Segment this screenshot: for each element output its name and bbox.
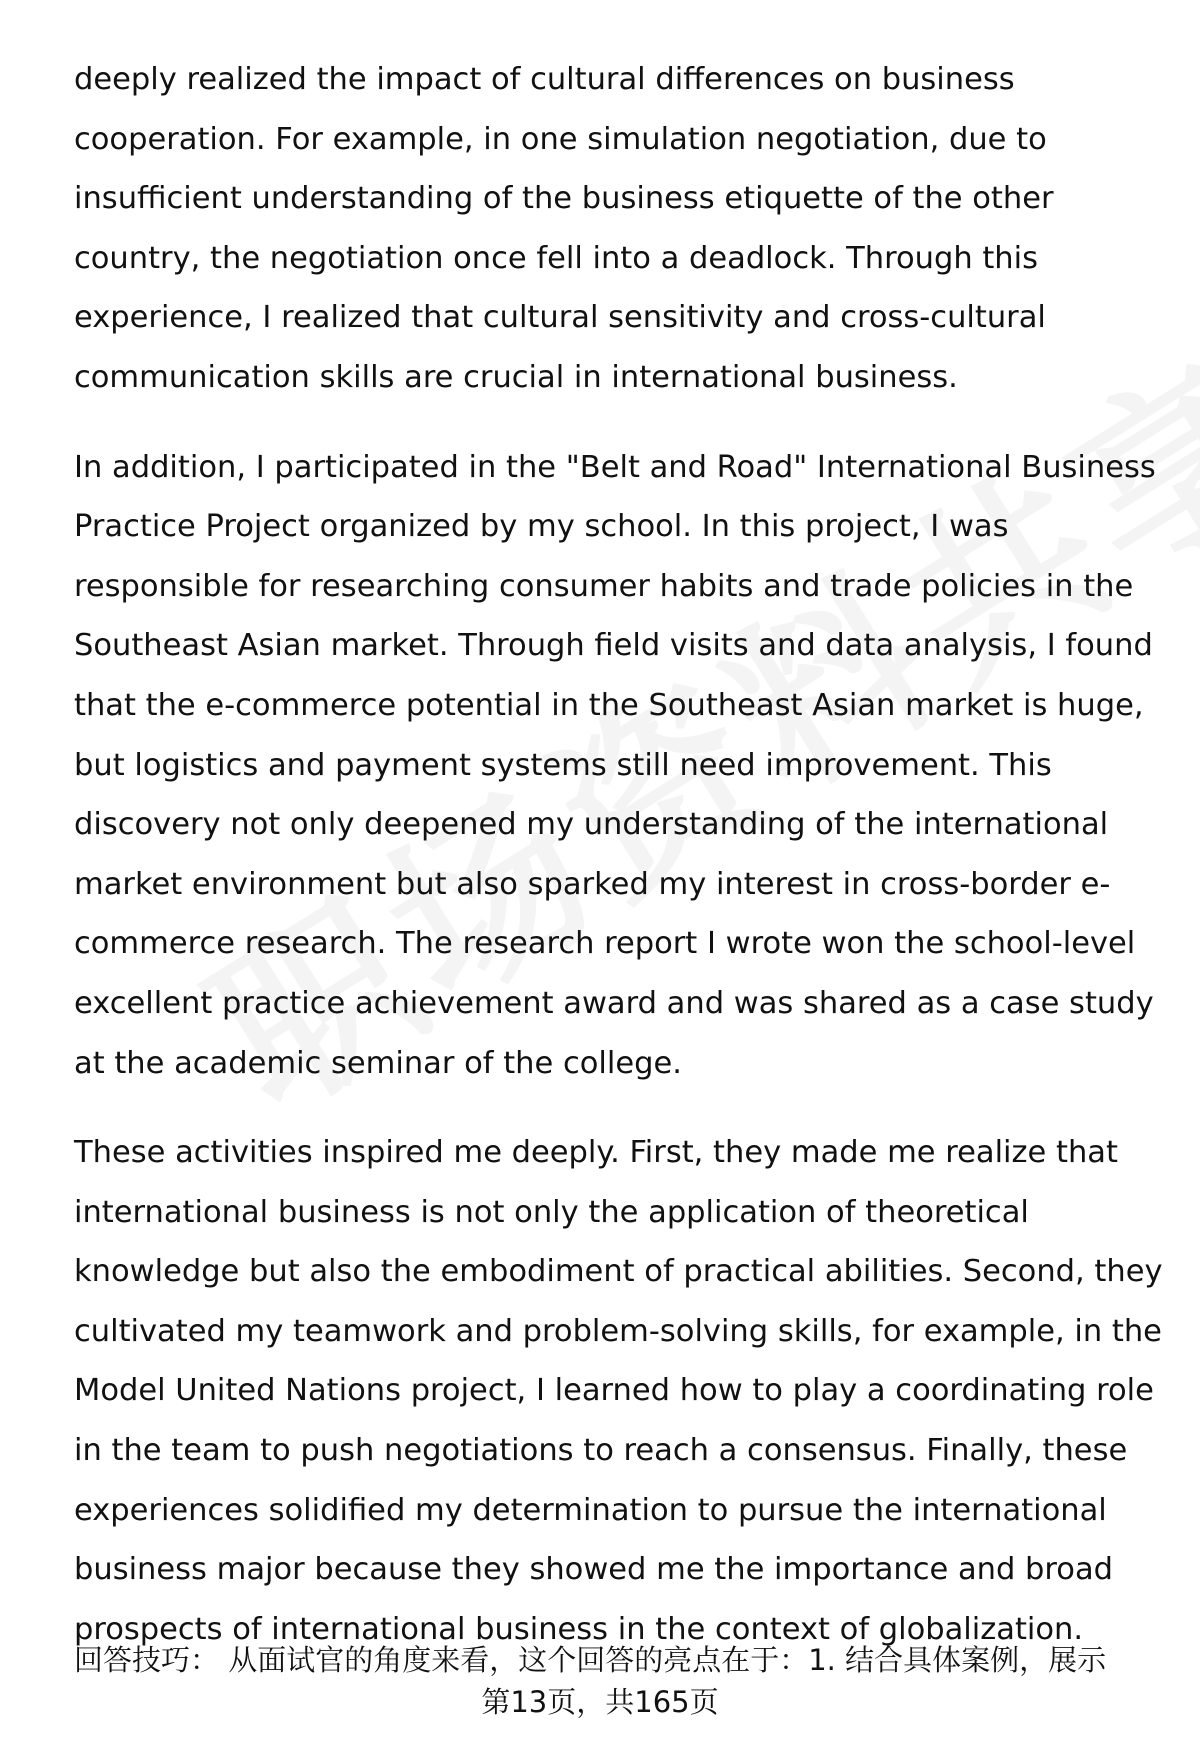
answer-tip: 回答技巧： 从面试官的角度来看，这个回答的亮点在于：1. 结合具体案例，展示	[74, 1643, 1107, 1677]
paragraph-1: deeply realized the impact of cultural differences on business cooperation. For example, in one simulation negotiation, due to insufficient understanding of the business etiquette of the other country, the negotiation once fell into a deadlock. Through this experience, I realized that cultural sensitivity and cross-cultural communication skills are crucial in international business.	[74, 62, 1054, 395]
paragraph-2: In addition, I participated in the "Belt and Road" International Business Practice Project organized by my school. In this project, I was responsible for researching consumer habits and trade policies in the Southeast Asian market. Through field visits and data analysis, I found that the e-commerce potential in the Southeast Asian market is huge, but logistics and payment systems still need improvement. This discovery not only deepened my understanding of the international market environment but also sparked my interest in cross-border e-commerce research. The research report I wrote won the school-level excellent practice achievement award and was shared as a case study at the academic seminar of the college.	[74, 449, 1156, 1081]
page-number: 第13页，共165页	[481, 1685, 719, 1719]
paragraph-3: These activities inspired me deeply. First, they made me realize that international business is not only the application of theoretical knowledge but also the embodiment of practical abilities. Second, they cultivated my teamwork and problem-solving skills, for example, in the Model United Nations project, I learned how to play a coordinating role in the team to push negotiations to reach a consensus. Finally, these experiences solidified my determination to pursue the international business major because they showed me the importance and broad prospects of international business in the context of globalization.	[74, 1135, 1163, 1647]
body-text	[74, 50, 1164, 1659]
